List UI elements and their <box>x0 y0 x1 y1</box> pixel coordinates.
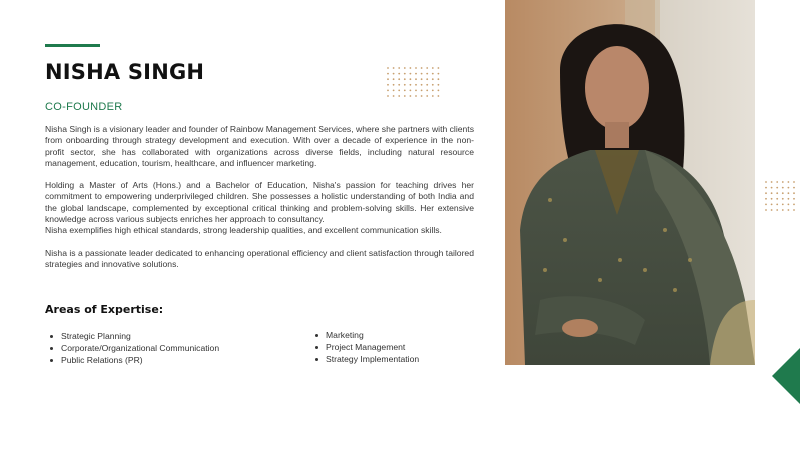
list-item: Strategic Planning <box>46 330 219 342</box>
decor-dot <box>404 84 406 86</box>
decor-dot <box>393 90 395 92</box>
decor-dot <box>432 78 434 80</box>
expertise-list-right <box>311 329 419 365</box>
decor-dot <box>771 209 773 211</box>
decor-dot <box>771 192 773 194</box>
decor-dot <box>788 192 790 194</box>
decor-dot <box>438 78 440 80</box>
decor-dot <box>398 73 400 75</box>
list-item: Corporate/Organizational Communication <box>46 342 219 354</box>
decor-dot <box>776 192 778 194</box>
decor-dot <box>765 181 767 183</box>
decor-dot <box>398 78 400 80</box>
decor-dot <box>765 187 767 189</box>
decor-dot <box>398 95 400 97</box>
decor-dot <box>410 90 412 92</box>
decor-dot <box>782 181 784 183</box>
bio-paragraph: Holding a Master of Arts (Hons.) and a Bachelor of Education, Nisha's passion for teaching drives her commitment to empowering underprivileged children. She possesses a holistic understanding of both India and the global landscape, complemented by exceptional critical thinking and problem-solving skills. Her extensive knowledge across various subjects enriches her approach to consultancy. <box>45 180 474 225</box>
decor-dot <box>771 181 773 183</box>
decor-dot <box>776 198 778 200</box>
bio-paragraph: Nisha is a passionate leader dedicated to enhancing operational efficiency and client satisfaction through tailored strategies and innovative solutions. <box>45 247 474 269</box>
dot-pattern-right <box>764 180 800 214</box>
list-item: Strategy Implementation <box>311 353 419 365</box>
decor-dot <box>415 84 417 86</box>
decor-dot <box>793 198 795 200</box>
decor-dot <box>410 67 412 69</box>
decor-dot <box>438 73 440 75</box>
bio-text <box>45 124 474 270</box>
decor-dot <box>404 73 406 75</box>
decor-dot <box>771 187 773 189</box>
decor-dot <box>404 95 406 97</box>
decor-dot <box>793 209 795 211</box>
title-accent-bar <box>45 44 100 47</box>
decor-dot <box>793 181 795 183</box>
decor-dot <box>788 209 790 211</box>
decor-dot <box>393 84 395 86</box>
decor-dot <box>415 78 417 80</box>
decor-dot <box>387 78 389 80</box>
corner-diamond-decoration <box>772 348 800 404</box>
decor-dot <box>387 84 389 86</box>
decor-dot <box>788 198 790 200</box>
decor-dot <box>771 204 773 206</box>
decor-dot <box>415 95 417 97</box>
decor-dot <box>788 204 790 206</box>
decor-dot <box>393 73 395 75</box>
person-name: NISHA SINGH <box>45 60 205 84</box>
portrait-photo <box>505 0 755 365</box>
decor-dot <box>393 95 395 97</box>
decor-dot <box>765 192 767 194</box>
decor-dot <box>432 95 434 97</box>
decor-dot <box>788 187 790 189</box>
decor-dot <box>393 78 395 80</box>
decor-dot <box>788 181 790 183</box>
decor-dot <box>782 198 784 200</box>
decor-dot <box>765 209 767 211</box>
decor-dot <box>426 78 428 80</box>
decor-dot <box>387 90 389 92</box>
decor-dot <box>782 209 784 211</box>
expertise-list-left <box>46 330 219 366</box>
decor-dot <box>398 84 400 86</box>
decor-dot <box>782 187 784 189</box>
decor-dot <box>421 78 423 80</box>
decor-dot <box>793 204 795 206</box>
decor-dot <box>771 198 773 200</box>
decor-dot <box>793 187 795 189</box>
bio-paragraph: Nisha exemplifies high ethical standards, strong leadership qualities, and excellent communication skills. <box>45 225 442 236</box>
decor-dot <box>393 67 395 69</box>
decor-dot <box>432 84 434 86</box>
decor-dot <box>398 67 400 69</box>
decor-dot <box>410 73 412 75</box>
decor-dot <box>421 73 423 75</box>
dot-pattern-top <box>386 66 442 100</box>
decor-dot <box>782 204 784 206</box>
decor-dot <box>776 209 778 211</box>
list-item: Project Management <box>311 341 419 353</box>
decor-dot <box>387 67 389 69</box>
decor-dot <box>415 90 417 92</box>
decor-dot <box>387 95 389 97</box>
decor-dot <box>782 192 784 194</box>
decor-dot <box>765 198 767 200</box>
list-item: Marketing <box>311 329 419 341</box>
decor-dot <box>432 67 434 69</box>
expertise-heading: Areas of Expertise: <box>45 303 164 316</box>
bio-paragraph: Nisha Singh is a visionary leader and founder of Rainbow Management Services, where she partners with clients from onboarding through strategy development and execution. With over a decade of experience in the non-profit sector, she has collaborated with organizations across diverse fields, including natural resource management, education, tourism, healthcare, and influencer marketing. <box>45 124 474 168</box>
decor-dot <box>432 90 434 92</box>
decor-dot <box>410 84 412 86</box>
decor-dot <box>426 67 428 69</box>
decor-dot <box>438 95 440 97</box>
decor-dot <box>793 192 795 194</box>
decor-dot <box>776 181 778 183</box>
decor-dot <box>398 90 400 92</box>
decor-dot <box>426 95 428 97</box>
decor-dot <box>426 90 428 92</box>
decor-dot <box>404 90 406 92</box>
decor-dot <box>432 73 434 75</box>
decor-dot <box>410 78 412 80</box>
decor-dot <box>776 187 778 189</box>
decor-dot <box>438 67 440 69</box>
decor-dot <box>421 67 423 69</box>
decor-dot <box>438 84 440 86</box>
decor-dot <box>387 73 389 75</box>
decor-dot <box>415 73 417 75</box>
decor-dot <box>404 78 406 80</box>
decor-dot <box>426 84 428 86</box>
decor-dot <box>410 95 412 97</box>
decor-dot <box>421 84 423 86</box>
decor-dot <box>421 95 423 97</box>
decor-dot <box>776 204 778 206</box>
decor-dot <box>415 67 417 69</box>
decor-dot <box>765 204 767 206</box>
decor-dot <box>438 90 440 92</box>
list-item: Public Relations (PR) <box>46 354 219 366</box>
decor-dot <box>421 90 423 92</box>
person-role: CO-FOUNDER <box>45 101 123 113</box>
decor-dot <box>404 67 406 69</box>
decor-dot <box>426 73 428 75</box>
